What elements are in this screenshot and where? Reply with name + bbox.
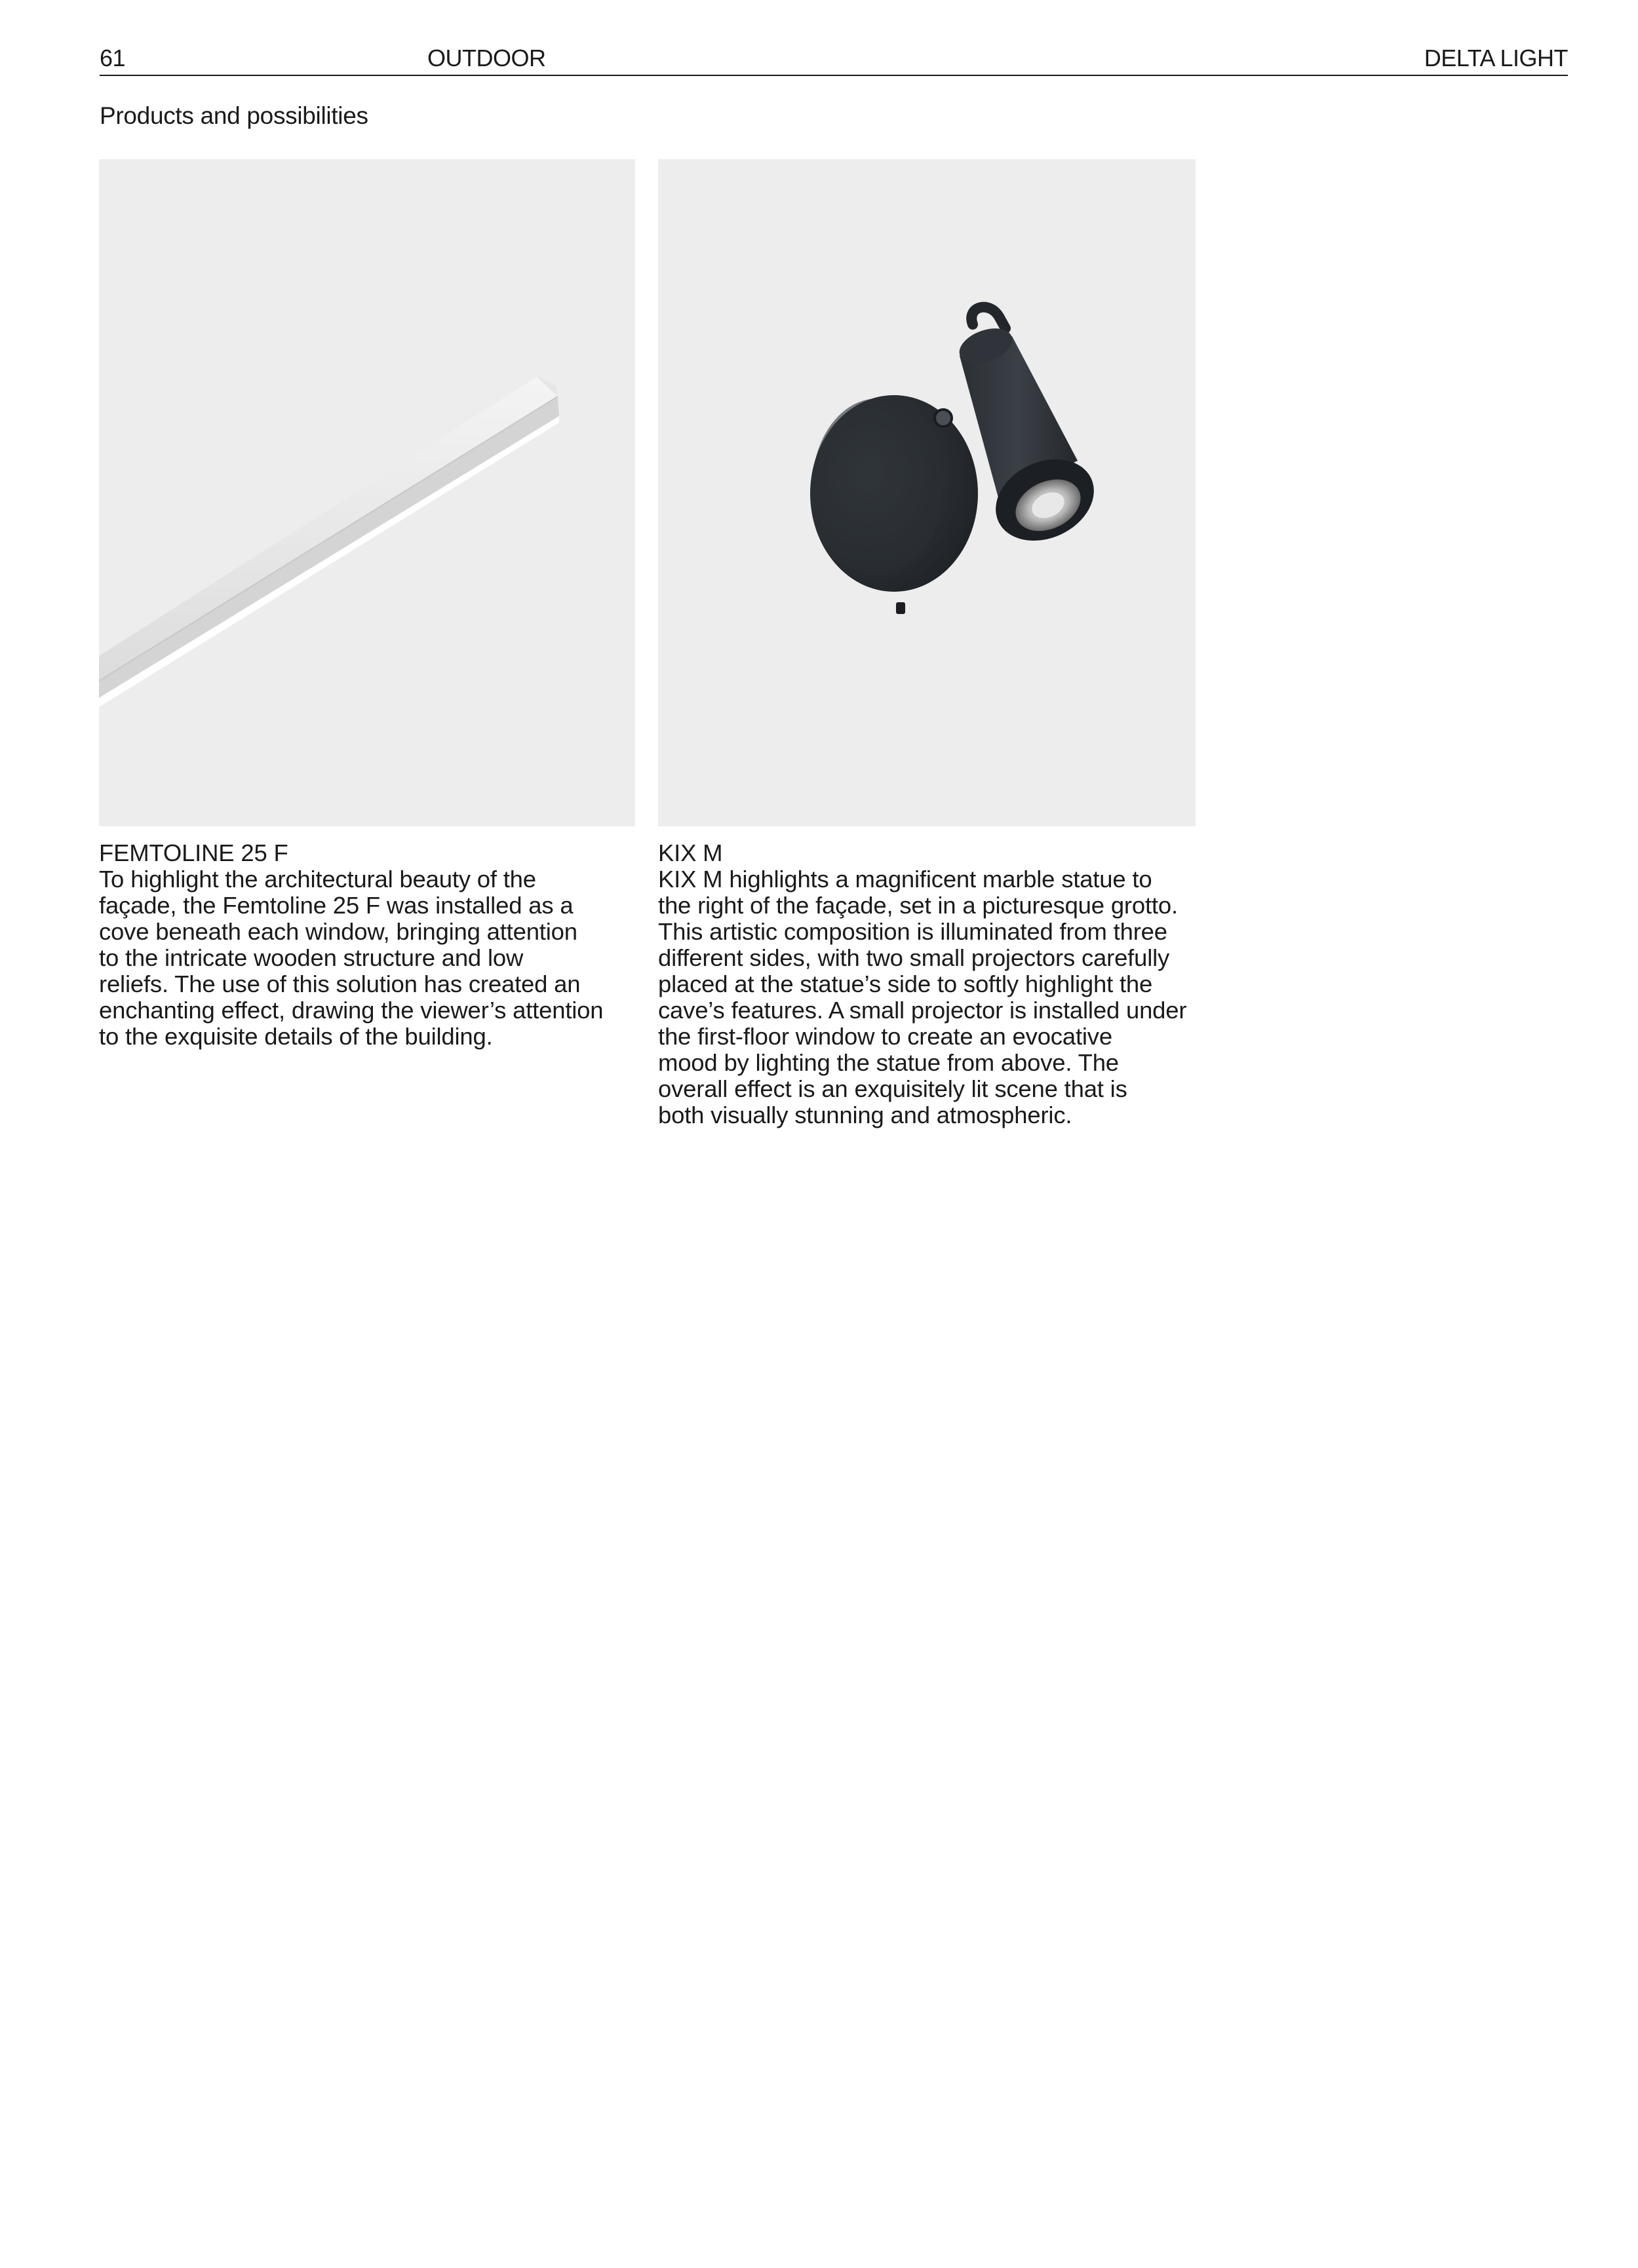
- description-line: KIX M highlights a magnificent marble statue to: [658, 866, 1152, 893]
- description-line: This artistic composition is illuminated from three: [658, 918, 1167, 945]
- product-name: KIX M: [658, 839, 723, 866]
- description-line: enchanting effect, drawing the viewer’s attention: [99, 997, 604, 1024]
- description-line: to the exquisite details of the building.: [99, 1023, 493, 1050]
- description-line: to the intricate wooden structure and low: [99, 944, 524, 971]
- description-line: both visually stunning and atmospheric.: [658, 1102, 1072, 1128]
- description-line: the right of the façade, set in a picturesque grotto.: [658, 892, 1178, 919]
- femtoline-product-image: [99, 159, 635, 826]
- description-line: cove beneath each window, bringing attention: [99, 918, 577, 945]
- description-line: façade, the Femtoline 25 F was installed as a: [99, 892, 574, 919]
- wall-spotlight-icon: [658, 159, 1196, 826]
- page-subtitle: Products and possibilities: [100, 102, 368, 129]
- kix-m-product-image: [658, 159, 1196, 826]
- description-line: different sides, with two small projectors carefully: [658, 944, 1170, 971]
- section-title: OUTDOOR: [427, 45, 546, 71]
- page-header: [100, 42, 1568, 76]
- brand-name: DELTA LIGHT: [1424, 45, 1568, 71]
- description-line: reliefs. The use of this solution has created an: [99, 971, 581, 997]
- description-line: placed at the statue’s side to softly highlight the: [658, 971, 1153, 997]
- description-line: cave’s features. A small projector is installed under: [658, 997, 1187, 1024]
- description-line: mood by lighting the statue from above. The: [658, 1049, 1119, 1076]
- linear-light-profile-icon: [99, 159, 635, 826]
- description-line: the first-floor window to create an evocative: [658, 1023, 1112, 1050]
- femtoline-product-block: [99, 840, 643, 1050]
- description-line: To highlight the architectural beauty of the: [99, 866, 536, 893]
- kix-m-product-block: [658, 840, 1202, 1128]
- page-number: 61: [100, 45, 126, 71]
- product-name: FEMTOLINE 25 F: [99, 839, 288, 866]
- description-line: overall effect is an exquisitely lit scene that is: [658, 1075, 1127, 1102]
